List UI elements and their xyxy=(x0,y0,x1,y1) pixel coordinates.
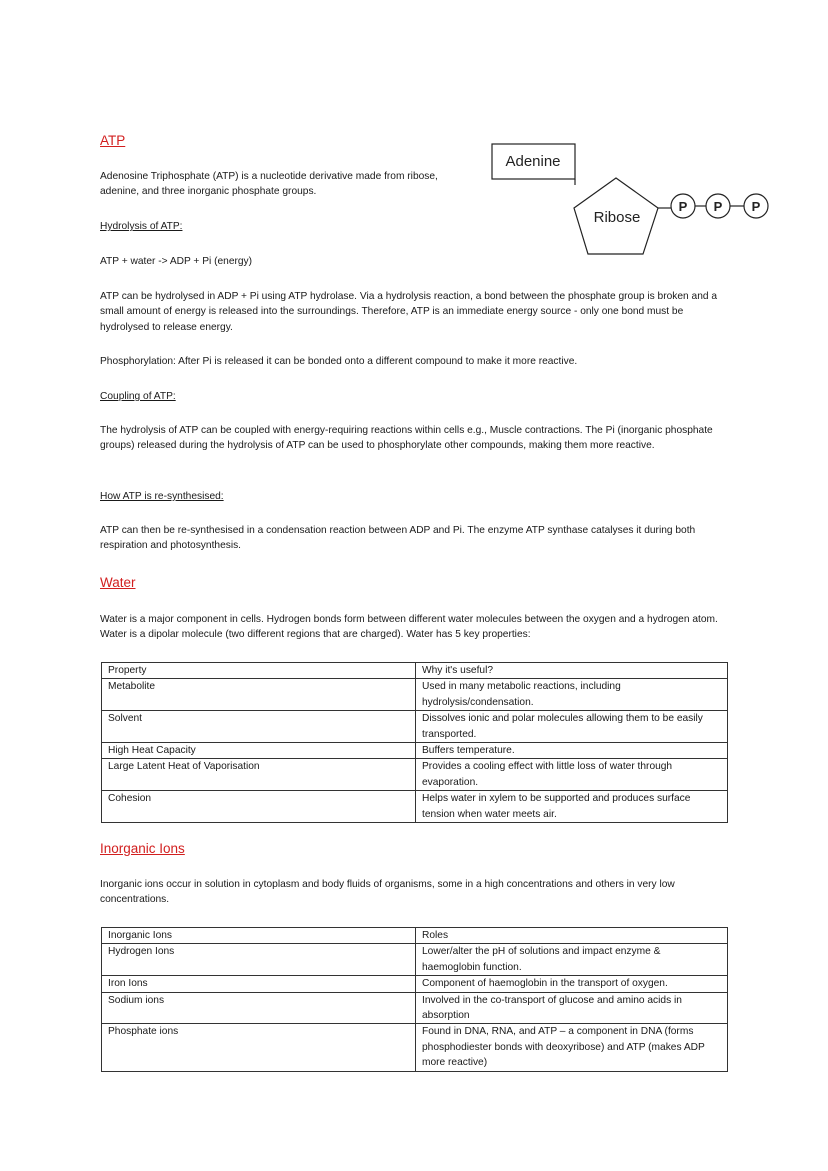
hydrolysis-heading: Hydrolysis of ATP: xyxy=(100,221,183,232)
table-cell: Solvent xyxy=(102,711,416,743)
atp-intro: Adenosine Triphosphate (ATP) is a nucleotide derivative made from ribose, adenine, and three inorganic phosphate groups. xyxy=(100,171,438,198)
table-cell: Lower/alter the pH of solutions and impact enzyme & haemoglobin function. xyxy=(416,944,728,976)
table-row xyxy=(102,1024,728,1071)
ions-heading: Inorganic Ions xyxy=(100,841,185,856)
phosphate-label: P xyxy=(751,199,761,214)
phosphorylation-text: Phosphorylation: After Pi is released it can be bonded onto a different compound to make it more reactive. xyxy=(100,356,578,367)
inorganic-ions-table xyxy=(101,927,728,1072)
water-heading: Water xyxy=(100,575,136,590)
table-cell: Found in DNA, RNA, and ATP – a component in DNA (forms phosphodiester bonds with deoxyribose) and ATP (makes ADP more reactive) xyxy=(416,1024,728,1071)
table-row xyxy=(102,759,728,791)
table-cell: Provides a cooling effect with little loss of water through evaporation. xyxy=(416,759,728,791)
ions-intro: Inorganic ions occur in solution in cytoplasm and body fluids of organisms, some in a high concentrations and others in very low concentrations. xyxy=(100,879,675,906)
atp-heading: ATP xyxy=(100,133,126,148)
table-row xyxy=(102,711,728,743)
table-cell: Helps water in xylem to be supported and produces surface tension when water meets air. xyxy=(416,791,728,823)
phosphate-label: P xyxy=(713,199,723,214)
table-cell: Dissolves ionic and polar molecules allowing them to be easily transported. xyxy=(416,711,728,743)
table-header-row xyxy=(102,663,728,679)
table-cell: Component of haemoglobin in the transport of oxygen. xyxy=(416,976,728,992)
table-cell: Large Latent Heat of Vaporisation xyxy=(102,759,416,791)
table-cell: Cohesion xyxy=(102,791,416,823)
resynth-heading: How ATP is re-synthesised: xyxy=(100,491,224,502)
atp-equation: ATP + water -> ADP + Pi (energy) xyxy=(100,256,253,267)
table-header-cell: Roles xyxy=(416,928,728,944)
table-cell: Involved in the co-transport of glucose and amino acids in absorption xyxy=(416,992,728,1024)
table-cell: Hydrogen Ions xyxy=(102,944,416,976)
table-row xyxy=(102,679,728,711)
table-row xyxy=(102,976,728,992)
phosphate-label: P xyxy=(678,199,688,214)
table-header-cell: Property xyxy=(102,663,416,679)
table-cell: Phosphate ions xyxy=(102,1024,416,1071)
hydrolysis-text: ATP can be hydrolysed in ADP + Pi using ATP hydrolase. Via a hydrolysis reaction, a bond between the phosphate group is broken and a small amount of energy is released into the surroundings. Therefore, ATP is an immediate energy source - only one bond must be hydrolysed to release energy. xyxy=(100,291,718,333)
table-row xyxy=(102,791,728,823)
coupling-heading: Coupling of ATP: xyxy=(100,391,176,402)
resynth-text: ATP can then be re-synthesised in a condensation reaction between ADP and Pi. The enzyme ATP synthase catalyses it during both respiration and photosynthesis. xyxy=(100,525,696,552)
table-cell: High Heat Capacity xyxy=(102,743,416,759)
table-header-row xyxy=(102,928,728,944)
water-properties-table xyxy=(101,662,728,823)
table-cell: Used in many metabolic reactions, including hydrolysis/condensation. xyxy=(416,679,728,711)
table-cell: Buffers temperature. xyxy=(416,743,728,759)
water-intro: Water is a major component in cells. Hydrogen bonds form between different water molecules between the oxygen and a hydrogen atom. Water is a dipolar molecule (two different regions that are charged). Water has 5 key properties: xyxy=(100,614,718,641)
table-cell: Metabolite xyxy=(102,679,416,711)
table-cell: Iron Ions xyxy=(102,976,416,992)
table-row xyxy=(102,743,728,759)
table-row xyxy=(102,944,728,976)
ribose-label: Ribose xyxy=(593,209,641,226)
table-cell: Sodium ions xyxy=(102,992,416,1024)
atp-structure-diagram xyxy=(486,138,786,258)
table-header-cell: Inorganic Ions xyxy=(102,928,416,944)
table-row xyxy=(102,992,728,1024)
coupling-text: The hydrolysis of ATP can be coupled with energy-requiring reactions within cells e.g., Muscle contractions. The Pi (inorganic phosphate groups) released during the hydrolysis of ATP can be used to phosphorylate other compounds, making them more reactive. xyxy=(100,425,713,452)
table-header-cell: Why it's useful? xyxy=(416,663,728,679)
adenine-label: Adenine xyxy=(505,153,561,170)
